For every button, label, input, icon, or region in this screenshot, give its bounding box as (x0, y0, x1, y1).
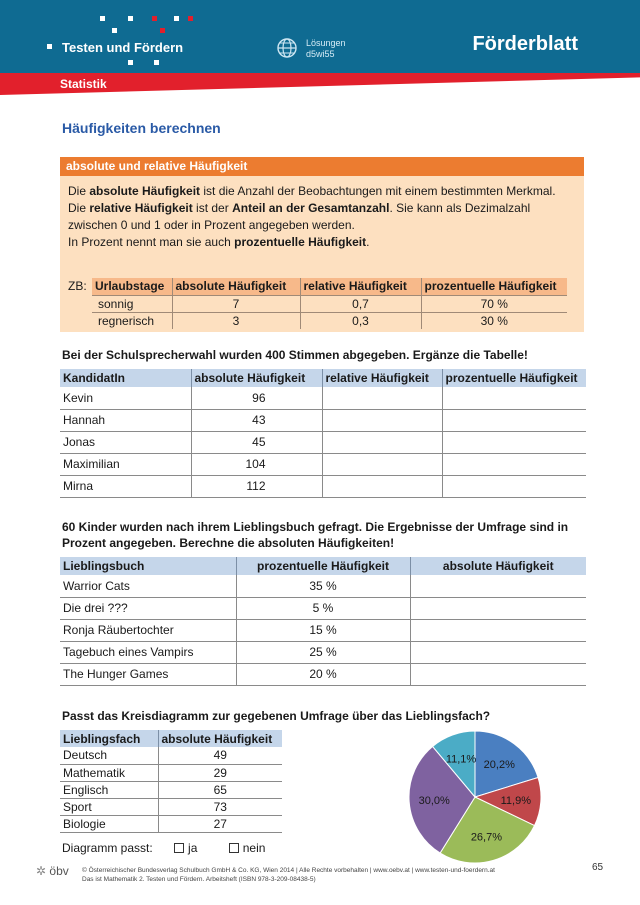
table-cell: 0,3 (300, 312, 421, 329)
table-cell: Warrior Cats (60, 575, 236, 597)
answer-cell[interactable] (322, 431, 442, 453)
table-cell: 73 (158, 798, 282, 815)
table-cell: 30 % (421, 312, 567, 329)
solutions-code: d5wi55 (306, 49, 335, 59)
table-cell: 29 (158, 764, 282, 781)
example-header: prozentuelle Häufigkeit (421, 278, 567, 295)
table-row (92, 312, 567, 329)
page-heading: Häufigkeiten berechnen (62, 120, 221, 136)
table-cell: 15 % (236, 619, 410, 641)
table-cell: 35 % (236, 575, 410, 597)
footer-text (82, 866, 495, 884)
definition-line-relative: Die relative Häufigkeit ist der Anteil an der Gesamtanzahl. Sie kann als Dezimalzahl zwischen 0 und 1 oder in Prozent angegeben werden. (68, 201, 531, 232)
definition-text (60, 176, 584, 251)
table-cell: Maximilian (60, 453, 191, 475)
definition-line-percent: In Prozent nennt man sie auch prozentuelle Häufigkeit. (68, 235, 370, 249)
table-row (60, 597, 586, 619)
answer-cell[interactable] (442, 431, 586, 453)
answer-cell[interactable] (442, 475, 586, 497)
example-header: Urlaubstage (92, 278, 172, 295)
task2-table (60, 557, 586, 686)
section-label: Statistik (60, 77, 107, 91)
answer-cell[interactable] (322, 475, 442, 497)
answer-cell[interactable] (410, 575, 586, 597)
publisher-logo (36, 864, 69, 878)
solutions-label: Lösungen (306, 38, 346, 48)
table-header: absolute Häufigkeit (191, 369, 322, 387)
answer-cell[interactable] (442, 453, 586, 475)
brand-logo-dots (0, 0, 220, 73)
table-row (60, 747, 282, 764)
task3-table (60, 730, 282, 833)
table-header: absolute Häufigkeit (410, 557, 586, 575)
answer-cell[interactable] (322, 453, 442, 475)
task1-prompt: Bei der Schulsprecherwahl wurden 400 Stimmen abgegeben. Ergänze die Tabelle! (62, 348, 528, 362)
answer-cell[interactable] (410, 641, 586, 663)
answer-cell[interactable] (410, 663, 586, 685)
example-header: absolute Häufigkeit (172, 278, 300, 295)
table-cell: Hannah (60, 409, 191, 431)
table-cell: 104 (191, 453, 322, 475)
table-row (60, 798, 282, 815)
task1-table (60, 369, 586, 498)
table-cell: 45 (191, 431, 322, 453)
table-cell: 0,7 (300, 295, 421, 312)
task2-prompt: 60 Kinder wurden nach ihrem Lieblingsbuch gefragt. Die Ergebnisse der Umfrage sind in Prozent angegeben. Berechne die absoluten Häufigkeiten! (62, 520, 569, 550)
footer-copyright: © Österreichischer Bundesverlag Schulbuch GmbH & Co. KG, Wien 2014 | Alle Rechte vorbehalten | www.oebv.at | www.testen-und-foerdern.at (82, 867, 495, 874)
table-cell: Englisch (60, 781, 158, 798)
definition-box (60, 157, 584, 332)
table-cell: 5 % (236, 597, 410, 619)
table-header: relative Häufigkeit (322, 369, 442, 387)
table-cell: 96 (191, 387, 322, 409)
table-cell: Biologie (60, 815, 158, 832)
example-table (92, 278, 567, 329)
definition-title: absolute und relative Häufigkeit (60, 157, 584, 176)
answer-cell[interactable] (410, 619, 586, 641)
table-row (60, 781, 282, 798)
table-cell: 20 % (236, 663, 410, 685)
table-cell: Ronja Räubertochter (60, 619, 236, 641)
task3-prompt: Passt das Kreisdiagramm zur gegebenen Umfrage über das Lieblingsfach? (62, 709, 491, 723)
table-cell: Jonas (60, 431, 191, 453)
table-cell: 7 (172, 295, 300, 312)
table-cell: sonnig (92, 295, 172, 312)
example-row (68, 278, 567, 329)
globe-icon[interactable] (276, 37, 298, 59)
table-row (60, 431, 586, 453)
answer-cell[interactable] (442, 409, 586, 431)
table-header: prozentuelle Häufigkeit (236, 557, 410, 575)
answer-cell[interactable] (322, 409, 442, 431)
pie-chart (400, 722, 550, 872)
footer-isbn: Das ist Mathematik 2. Testen und Fördern. Arbeitsheft (ISBN 978-3-209-08438-5) (82, 876, 316, 883)
table-cell: 65 (158, 781, 282, 798)
table-cell: Sport (60, 798, 158, 815)
leaf-icon: ✲ (36, 864, 47, 878)
publisher-logo-text: öbv (49, 864, 69, 878)
table-row (60, 764, 282, 781)
pie-slice-label: 26,7% (470, 831, 503, 844)
table-cell: 25 % (236, 641, 410, 663)
table-row (60, 387, 586, 409)
answer-cell[interactable] (322, 387, 442, 409)
table-row (60, 409, 586, 431)
table-row (60, 619, 586, 641)
pie-slice-label: 30,0% (418, 794, 450, 807)
check-label: Diagramm passt: (62, 841, 153, 855)
definition-line-absolute: Die absolute Häufigkeit ist die Anzahl der Beobachtungen mit einem bestimmten Merkmal. (68, 184, 556, 198)
checkbox-icon[interactable] (174, 843, 184, 853)
pie-slice-label: 11,9% (500, 795, 531, 808)
header-bar (0, 0, 640, 73)
pie-slice-label: 20,2% (483, 759, 515, 772)
page-number: 65 (592, 862, 604, 873)
table-cell: Tagebuch eines Vampirs (60, 641, 236, 663)
table-cell: The Hunger Games (60, 663, 236, 685)
table-row (60, 453, 586, 475)
table-cell: 43 (191, 409, 322, 431)
checkbox-icon[interactable] (229, 843, 239, 853)
table-header: prozentuelle Häufigkeit (442, 369, 586, 387)
answer-cell[interactable] (410, 597, 586, 619)
option-yes[interactable] (174, 841, 197, 855)
table-row (60, 815, 282, 832)
table-row (60, 663, 586, 685)
brand-title: Testen und Fördern (62, 40, 184, 55)
table-cell: Kevin (60, 387, 191, 409)
table-row (92, 295, 567, 312)
table-row (60, 575, 586, 597)
table-header: absolute Häufigkeit (158, 730, 282, 747)
table-cell: Mirna (60, 475, 191, 497)
table-header: Lieblingsbuch (60, 557, 236, 575)
table-cell: 112 (191, 475, 322, 497)
example-header: relative Häufigkeit (300, 278, 421, 295)
table-cell: regnerisch (92, 312, 172, 329)
solutions-link[interactable] (306, 38, 346, 60)
table-header: Lieblingsfach (60, 730, 158, 747)
table-cell: Deutsch (60, 747, 158, 764)
option-yes-label: ja (188, 841, 198, 855)
table-header: KandidatIn (60, 369, 191, 387)
sheet-title: Förderblatt (472, 33, 578, 55)
example-label: ZB: (68, 279, 87, 293)
table-cell: 49 (158, 747, 282, 764)
table-row (60, 475, 586, 497)
table-cell: Die drei ??? (60, 597, 236, 619)
answer-checkboxes (62, 841, 265, 855)
option-no-label: nein (242, 841, 266, 855)
table-cell: 70 % (421, 295, 567, 312)
table-cell: 27 (158, 815, 282, 832)
answer-cell[interactable] (442, 387, 586, 409)
table-row (60, 641, 586, 663)
pie-slice-label: 11,1% (445, 753, 477, 766)
option-no[interactable] (229, 841, 266, 855)
table-cell: 3 (172, 312, 300, 329)
table-cell: Mathematik (60, 764, 158, 781)
